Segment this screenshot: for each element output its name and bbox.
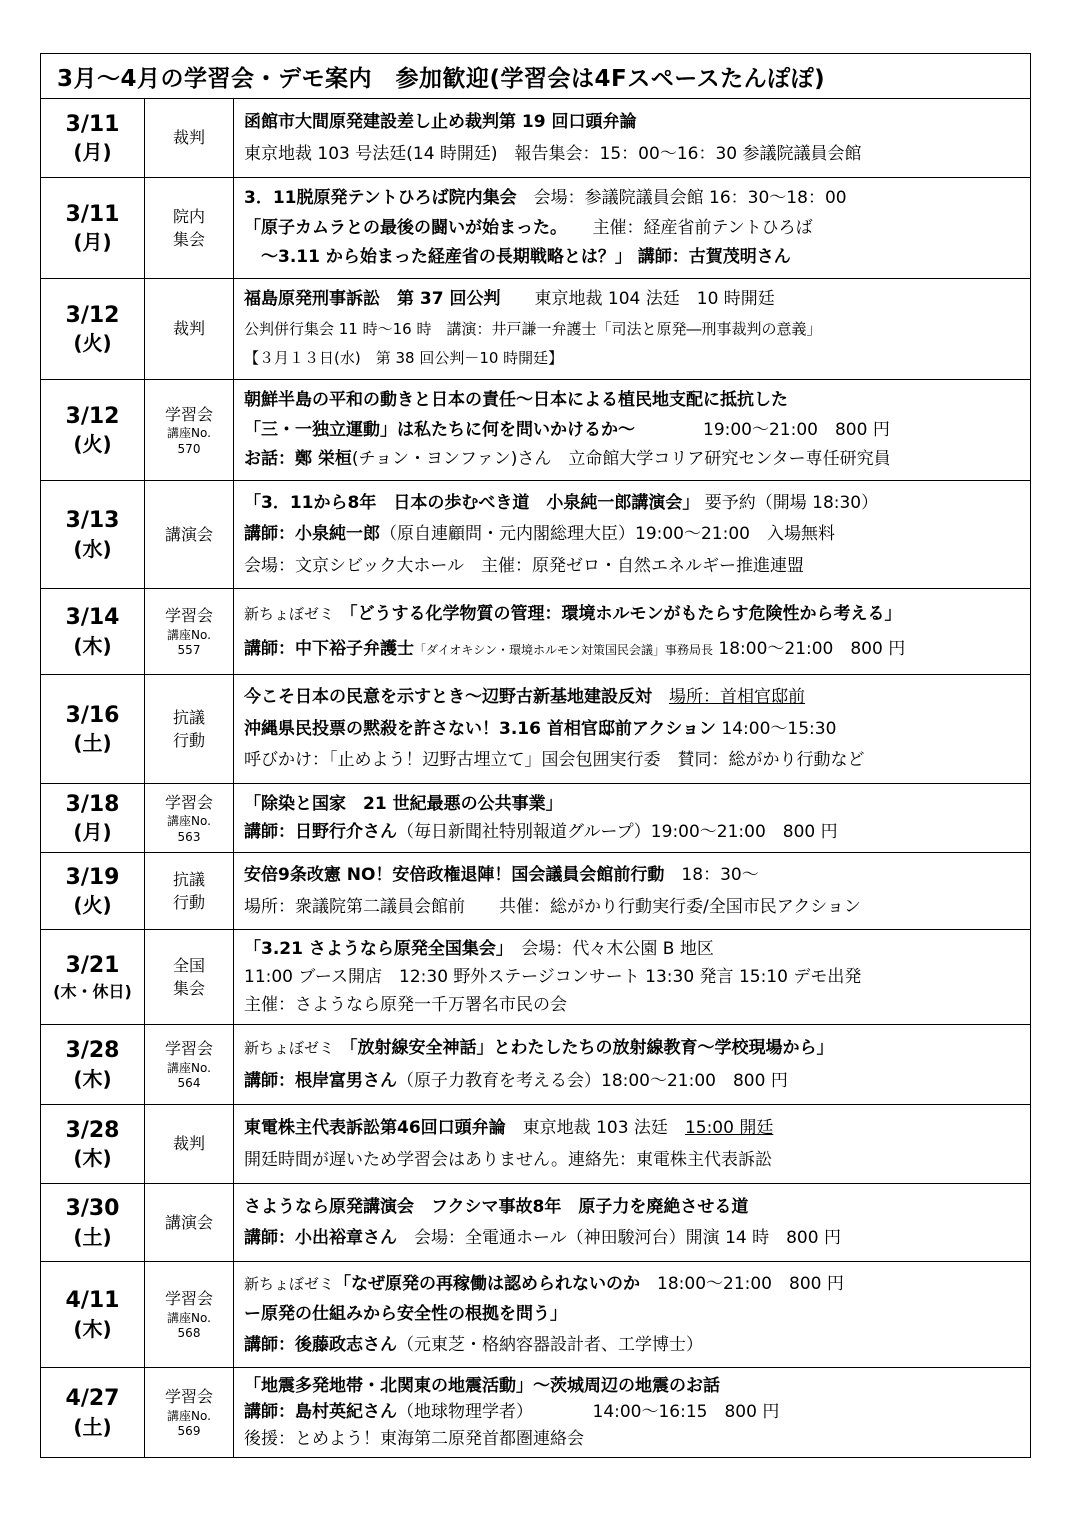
event-detail-text: 15:00 開廷 bbox=[684, 1117, 774, 1138]
lecture-number: 568 bbox=[177, 1326, 201, 1341]
event-category-cell bbox=[145, 1368, 234, 1457]
event-date-cell bbox=[41, 481, 145, 588]
event-detail-line bbox=[244, 419, 1024, 441]
event-category: 裁判 bbox=[172, 1134, 205, 1154]
event-category-cell bbox=[145, 279, 234, 379]
event-detail-line bbox=[244, 1334, 1024, 1356]
event-details bbox=[234, 930, 1030, 1024]
event-detail-text: 場所：首相官邸前 bbox=[669, 687, 805, 708]
event-detail-line bbox=[244, 1273, 1024, 1295]
event-date-cell bbox=[41, 853, 145, 929]
event-detail-text: 新ちょぼゼミ bbox=[244, 1039, 350, 1058]
event-date-cell bbox=[41, 1368, 145, 1457]
event-detail-line bbox=[244, 347, 1024, 369]
event-detail-line bbox=[244, 187, 1024, 209]
event-detail-text: 今こそ日本の民意を示すとき～辺野古新基地建設反対 bbox=[244, 687, 652, 708]
event-row bbox=[41, 1368, 1030, 1457]
event-detail-text: 講師：中下裕子弁護士 bbox=[244, 638, 414, 659]
event-detail-text: 会場：参議院議員会館 16：30～18：00 bbox=[516, 188, 847, 209]
event-weekday: (火) bbox=[73, 432, 112, 457]
event-date: 3/11 bbox=[65, 111, 120, 137]
event-detail-text: 「ダイオキシン・環境ホルモン対策国民会議」事務局長 bbox=[414, 642, 713, 657]
event-detail-line bbox=[244, 492, 1024, 514]
event-row bbox=[41, 380, 1030, 481]
event-details bbox=[234, 784, 1030, 852]
event-detail-line bbox=[244, 1375, 1024, 1397]
event-category-cell bbox=[145, 481, 234, 588]
event-detail-text: （原自連顧問・元内閣総理大臣）19:00～21:00 入場無料 bbox=[380, 524, 835, 545]
event-weekday: (土) bbox=[73, 1414, 112, 1439]
lecture-number: 講座No. bbox=[167, 1060, 211, 1075]
event-category: 抗議 bbox=[172, 707, 205, 727]
event-row bbox=[41, 178, 1030, 279]
event-details bbox=[234, 1105, 1030, 1183]
event-details bbox=[234, 380, 1030, 480]
lecture-number: 570 bbox=[177, 441, 201, 456]
event-detail-text: 18:00～21:00 800 円 bbox=[712, 638, 906, 659]
event-rows bbox=[41, 99, 1030, 1457]
event-detail-text: 会場：代々木公園 B 地区 bbox=[504, 938, 714, 959]
event-detail-line bbox=[244, 389, 1024, 411]
event-detail-text bbox=[652, 687, 669, 707]
event-date-cell bbox=[41, 675, 145, 783]
event-detail-text: 「原子カムラとの最後の闘いが始まった。 bbox=[244, 217, 559, 238]
event-detail-line bbox=[244, 686, 1024, 708]
event-weekday: (木) bbox=[73, 1316, 112, 1341]
event-category-cell bbox=[145, 1262, 234, 1367]
event-detail-text: 新ちょぼゼミ bbox=[244, 1274, 335, 1293]
event-row bbox=[41, 589, 1030, 675]
event-detail-line bbox=[244, 1070, 1024, 1092]
event-detail-text: 主催：経産省前テントひろば bbox=[558, 217, 813, 238]
event-detail-line bbox=[244, 864, 1024, 886]
event-category: 裁判 bbox=[172, 128, 205, 148]
event-detail-text: 11:00 ブース開店 12:30 野外ステージコンサート 13:30 発言 15:10 デモ出発 bbox=[244, 966, 862, 987]
event-detail-text: 会場：文京シビック大ホール 主催：原発ゼロ・自然エネルギー推進連盟 bbox=[244, 555, 804, 576]
event-row bbox=[41, 279, 1030, 380]
event-category-cell bbox=[145, 930, 234, 1024]
event-row bbox=[41, 1105, 1030, 1184]
event-detail-text: 講師：島村英紀さん bbox=[244, 1402, 397, 1423]
event-detail-text: 場所：衆議院第二議員会館前 共催：総がかり行動実行委/全国市民アクション bbox=[244, 896, 861, 917]
event-detail-text: 公判併行集会 11 時～16 時 講演：井戸謙一弁護士「司法と原発―刑事裁判の意義」 bbox=[244, 319, 822, 338]
event-detail-text: 開廷時間が遅いため学習会はありません。連絡先：東電株主代表訴訟 bbox=[244, 1149, 773, 1170]
event-category: 講演会 bbox=[164, 1212, 213, 1232]
event-detail-text: 18:00～21:00 800 円 bbox=[640, 1273, 844, 1294]
event-detail-text: 函館市大間原発建設差し止め裁判第 19 回口頭弁論 bbox=[244, 111, 637, 132]
event-row bbox=[41, 1025, 1030, 1105]
event-date: 3/28 bbox=[65, 1038, 120, 1064]
event-detail-line bbox=[244, 821, 1024, 843]
event-category-cell bbox=[145, 178, 234, 278]
event-detail-text: 「放射線安全神話」とわたしたちの放射線教育～学校現場から」 bbox=[349, 1038, 834, 1059]
event-category-cell bbox=[145, 380, 234, 480]
event-detail-line bbox=[244, 966, 1024, 988]
event-category: 集会 bbox=[172, 230, 205, 249]
event-date: 3/21 bbox=[65, 953, 120, 979]
lecture-number: 講座No. bbox=[167, 1310, 211, 1325]
event-detail-text: 14:00～15:30 bbox=[716, 718, 837, 739]
event-weekday: (火) bbox=[73, 331, 112, 356]
event-date: 3/30 bbox=[65, 1196, 120, 1222]
event-details bbox=[234, 99, 1030, 177]
event-category-cell bbox=[145, 1105, 234, 1183]
event-detail-text: 東電株主代表訴訟第46回口頭弁論 bbox=[244, 1117, 506, 1138]
event-details bbox=[234, 1368, 1030, 1457]
event-detail-text: （地球物理学者） 14:00～16:15 800 円 bbox=[397, 1402, 780, 1423]
event-row bbox=[41, 99, 1030, 178]
event-category: 行動 bbox=[172, 731, 205, 750]
event-category-cell bbox=[145, 1184, 234, 1261]
event-detail-text: 安倍9条改憲 NO！安倍政権退陣！国会議員会館前行動 bbox=[244, 865, 665, 886]
event-detail-line bbox=[244, 938, 1024, 960]
event-category-cell bbox=[145, 589, 234, 674]
event-date: 3/14 bbox=[65, 605, 120, 631]
event-date: 3/12 bbox=[65, 403, 120, 429]
event-weekday: (火) bbox=[73, 893, 112, 918]
event-category: 学習会 bbox=[164, 1289, 213, 1309]
event-details bbox=[234, 279, 1030, 379]
event-detail-text: （原子力教育を考える会）18:00～21:00 800 円 bbox=[397, 1070, 788, 1091]
event-category: 行動 bbox=[172, 893, 205, 912]
event-weekday: (月) bbox=[73, 140, 112, 165]
event-detail-text: 東京地裁 103 法廷 bbox=[505, 1117, 685, 1138]
event-detail-text: 講師：根岸富男さん bbox=[244, 1070, 397, 1091]
schedule-title: 3月～4月の学習会・デモ案内 参加歓迎(学習会は4Fスペースたんぽぽ) bbox=[41, 54, 1030, 99]
event-detail-line bbox=[244, 318, 1024, 340]
event-detail-text: 【３月１３日(水) 第 38 回公判－10 時開廷】 bbox=[244, 349, 564, 368]
event-detail-text: 18：30～ bbox=[664, 865, 759, 886]
event-details bbox=[234, 481, 1030, 588]
lecture-number: 講座No. bbox=[167, 814, 211, 828]
event-category: 学習会 bbox=[164, 792, 213, 812]
event-date-cell bbox=[41, 1025, 145, 1104]
event-details bbox=[234, 1025, 1030, 1104]
event-weekday: (土) bbox=[73, 731, 112, 756]
event-detail-line bbox=[244, 718, 1024, 740]
event-date-cell bbox=[41, 1262, 145, 1367]
event-detail-line bbox=[244, 217, 1024, 239]
event-detail-text: ー原発の仕組みから安全性の根拠を問う」 bbox=[244, 1304, 567, 1325]
event-category-cell bbox=[145, 99, 234, 177]
event-date-cell bbox=[41, 380, 145, 480]
event-details bbox=[234, 178, 1030, 278]
event-detail-text: 講師：小泉純一郎 bbox=[244, 524, 380, 545]
event-weekday: (木・休日) bbox=[53, 982, 132, 1002]
event-row bbox=[41, 1184, 1030, 1262]
event-detail-text: （毎日新聞社特別報道グループ）19:00～21:00 800 円 bbox=[397, 822, 838, 843]
event-category-cell bbox=[145, 675, 234, 783]
lecture-number: 講座No. bbox=[167, 627, 211, 642]
event-weekday: (土) bbox=[73, 1224, 112, 1249]
event-detail-text: (チョン・ヨンファン)さん 立命館大学コリア研究センター専任研究員 bbox=[351, 449, 891, 470]
event-weekday: (月) bbox=[73, 820, 112, 845]
event-detail-text: 後援：とめよう！東海第二原発首都圏連絡会 bbox=[244, 1429, 584, 1450]
event-row bbox=[41, 853, 1030, 930]
event-details bbox=[234, 675, 1030, 783]
event-detail-line bbox=[244, 1401, 1024, 1423]
event-date-cell bbox=[41, 99, 145, 177]
event-weekday: (月) bbox=[73, 230, 112, 255]
event-date: 3/11 bbox=[65, 201, 120, 227]
event-row bbox=[41, 930, 1030, 1025]
event-category: 院内 bbox=[172, 206, 205, 226]
event-detail-text: 呼びかけ：「止めよう！辺野古埋立て」国会包囲実行委 賛同：総がかり行動など bbox=[244, 750, 865, 771]
event-detail-line bbox=[244, 1037, 1024, 1059]
event-detail-line bbox=[244, 555, 1024, 577]
event-detail-line bbox=[244, 111, 1024, 133]
event-detail-text: 要予約（開場 18:30） bbox=[699, 493, 879, 514]
event-date: 3/19 bbox=[65, 864, 120, 890]
event-detail-text: 講師：小出裕章さん bbox=[244, 1228, 397, 1249]
event-detail-text: 「三・一独立運動」は私たちに何を問いかけるか～ bbox=[244, 419, 635, 440]
event-weekday: (木) bbox=[73, 1066, 112, 1091]
event-schedule-table bbox=[40, 53, 1031, 1458]
event-date-cell bbox=[41, 589, 145, 674]
event-row bbox=[41, 675, 1030, 784]
event-detail-line bbox=[244, 523, 1024, 545]
event-detail-line bbox=[244, 1227, 1024, 1249]
event-details bbox=[234, 589, 1030, 674]
event-detail-text: 沖縄県民投票の黙殺を許さない！3.16 首相官邸前アクション bbox=[244, 718, 717, 739]
event-detail-text: 講師：日野行介さん bbox=[244, 822, 397, 843]
event-detail-text: 「3.21 さようなら原発全国集会」 bbox=[244, 938, 505, 959]
event-detail-line bbox=[244, 1303, 1024, 1325]
lecture-number: 講座No. bbox=[167, 1408, 211, 1423]
event-category-cell bbox=[145, 1025, 234, 1104]
event-detail-text: 東京地裁 104 法廷 10 時開廷 bbox=[500, 289, 775, 310]
event-date: 3/16 bbox=[65, 702, 120, 728]
event-detail-text: 会場：全電通ホール（神田駿河台）開演 14 時 800 円 bbox=[397, 1228, 841, 1249]
event-detail-line bbox=[244, 1428, 1024, 1450]
event-category: 集会 bbox=[172, 979, 205, 998]
event-details bbox=[234, 853, 1030, 929]
event-detail-line bbox=[244, 246, 1024, 268]
event-date-cell bbox=[41, 178, 145, 278]
event-details bbox=[234, 1184, 1030, 1261]
event-detail-text: 「地震多発地帯・北関東の地震活動」～茨城周辺の地震のお話 bbox=[244, 1375, 720, 1396]
lecture-number: 569 bbox=[177, 1424, 201, 1439]
event-category-cell bbox=[145, 784, 234, 852]
event-row bbox=[41, 1262, 1030, 1368]
event-date: 3/12 bbox=[65, 302, 120, 328]
event-detail-text: 主催：さようなら原発一千万署名市民の会 bbox=[244, 994, 567, 1015]
event-detail-line bbox=[244, 793, 1024, 815]
event-date-cell bbox=[41, 1105, 145, 1183]
event-weekday: (木) bbox=[73, 633, 112, 658]
event-detail-text: 講師：後藤政志さん bbox=[244, 1335, 397, 1356]
event-detail-text: 3．11脱原発テントひろば院内集会 bbox=[244, 188, 517, 209]
event-detail-text: 「どうする化学物質の管理：環境ホルモンがもたらす危険性から考える」 bbox=[349, 604, 902, 625]
event-detail-line bbox=[244, 448, 1024, 470]
event-date: 4/11 bbox=[65, 1288, 120, 1314]
event-detail-text: 福島原発刑事訴訟 第 37 回公判 bbox=[244, 289, 501, 310]
event-detail-text: ～3.11 から始まった経産省の長期戦略とは？」 講師：古賀茂明さん bbox=[244, 247, 791, 268]
lecture-number: 講座No. bbox=[167, 426, 211, 440]
event-detail-text: 「なぜ原発の再稼働は認められないのか bbox=[334, 1273, 641, 1294]
event-detail-line bbox=[244, 749, 1024, 771]
event-detail-line bbox=[244, 638, 1024, 660]
event-category: 裁判 bbox=[172, 319, 205, 339]
event-detail-text: お話：鄭 栄桓 bbox=[244, 449, 352, 470]
event-detail-line bbox=[244, 288, 1024, 310]
event-category: 学習会 bbox=[164, 1387, 213, 1407]
event-date: 3/13 bbox=[65, 508, 120, 534]
event-detail-line bbox=[244, 603, 1024, 625]
event-detail-line bbox=[244, 143, 1024, 165]
event-detail-text: 朝鮮半島の平和の動きと日本の責任～日本による植民地支配に抵抗した bbox=[244, 390, 788, 411]
event-date-cell bbox=[41, 930, 145, 1024]
event-detail-text: 「3．11から8年 日本の歩むべき道 小泉純一郎講演会」 bbox=[244, 493, 700, 514]
event-category: 学習会 bbox=[164, 606, 213, 626]
event-category: 講演会 bbox=[164, 524, 213, 544]
event-date: 4/27 bbox=[65, 1386, 120, 1412]
event-date-cell bbox=[41, 784, 145, 852]
event-category: 抗議 bbox=[172, 869, 205, 889]
event-detail-text: 東京地裁 103 号法廷(14 時開廷) 報告集会：15：00～16：30 参議院議員会館 bbox=[244, 143, 862, 164]
lecture-number: 557 bbox=[177, 643, 201, 658]
lecture-number: 563 bbox=[177, 829, 201, 844]
event-category: 学習会 bbox=[164, 1039, 213, 1059]
event-weekday: (水) bbox=[73, 536, 112, 561]
event-detail-line bbox=[244, 1149, 1024, 1171]
event-date-cell bbox=[41, 279, 145, 379]
event-category-cell bbox=[145, 853, 234, 929]
event-detail-text: 「除染と国家 21 世紀最悪の公共事業」 bbox=[244, 793, 563, 814]
lecture-number: 564 bbox=[177, 1076, 201, 1091]
event-date: 3/18 bbox=[65, 791, 120, 817]
event-details bbox=[234, 1262, 1030, 1367]
event-category: 学習会 bbox=[164, 404, 213, 424]
event-detail-line bbox=[244, 896, 1024, 918]
event-category: 全国 bbox=[172, 955, 205, 975]
event-detail-text: さようなら原発講演会 フクシマ事故8年 原子力を廃絶させる道 bbox=[244, 1196, 749, 1217]
event-row bbox=[41, 481, 1030, 589]
event-date: 3/28 bbox=[65, 1117, 120, 1143]
event-weekday: (木) bbox=[73, 1146, 112, 1171]
event-detail-line bbox=[244, 1117, 1024, 1139]
event-detail-line bbox=[244, 1196, 1024, 1218]
event-detail-text: （元東芝・格納容器設計者、工学博士） bbox=[397, 1335, 703, 1356]
event-detail-line bbox=[244, 994, 1024, 1016]
event-detail-text: 新ちょぼゼミ bbox=[244, 605, 350, 624]
event-row bbox=[41, 784, 1030, 853]
event-detail-text: 19:00～21:00 800 円 bbox=[635, 419, 890, 440]
event-date-cell bbox=[41, 1184, 145, 1261]
